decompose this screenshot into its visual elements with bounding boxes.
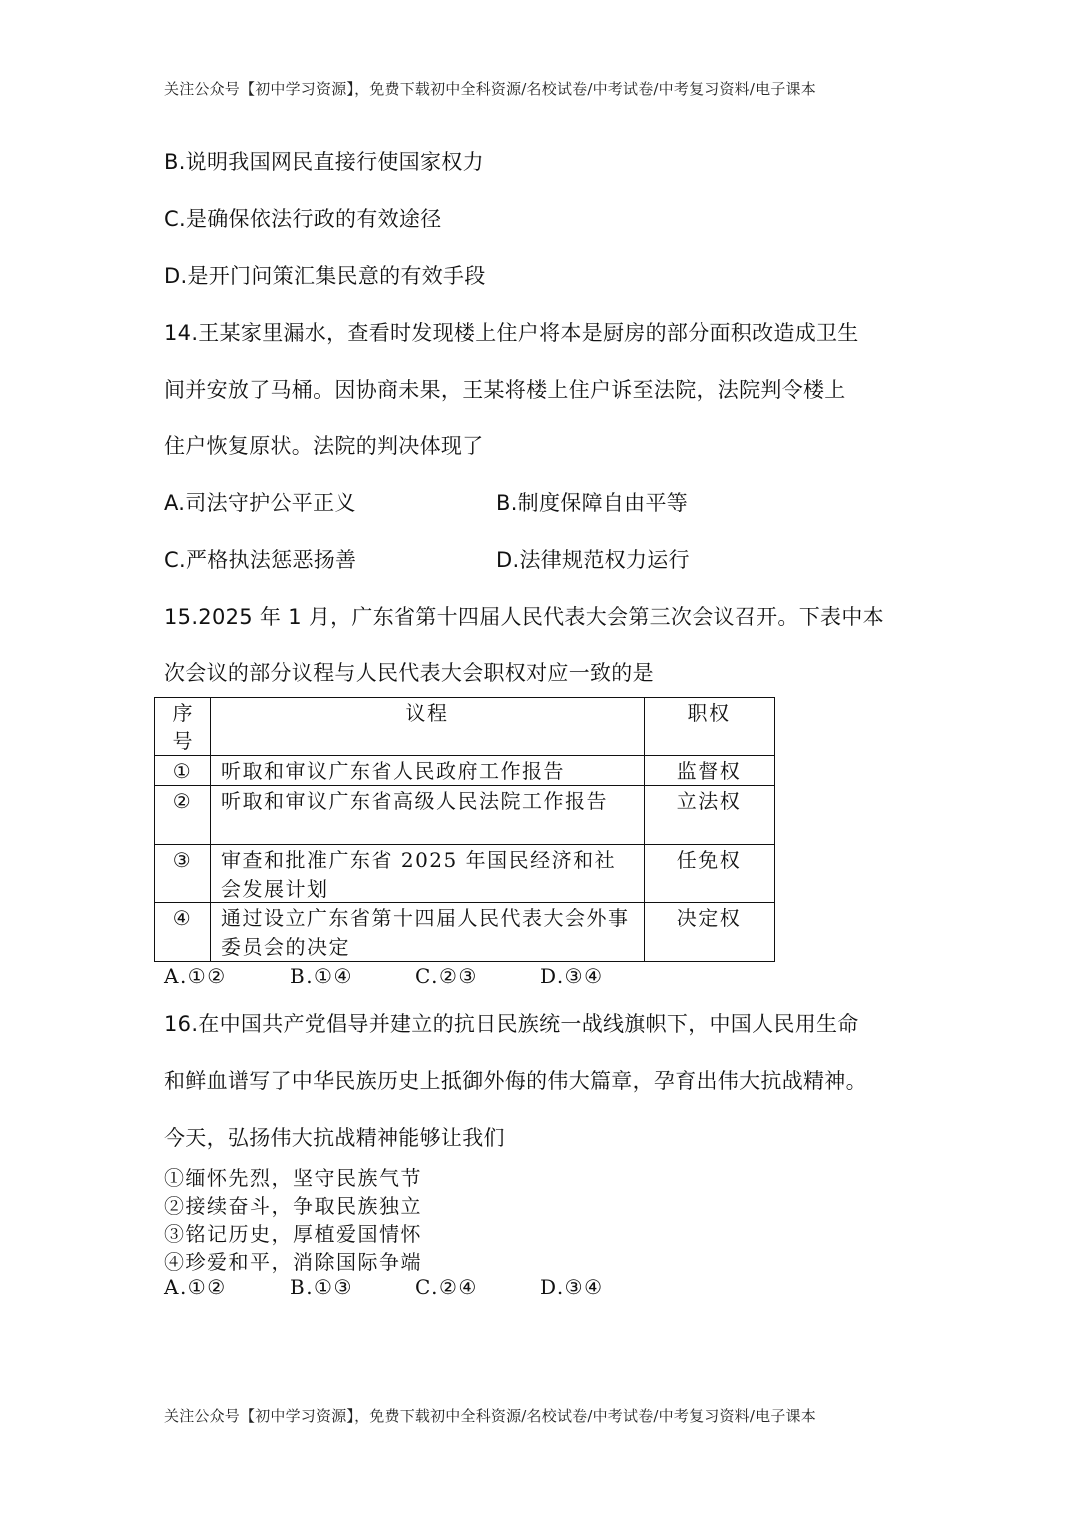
q15-stem-line-1: 15.2025 年 1 月，广东省第十四届人民代表大会第三次会议召开。下表中本 [164,605,884,629]
table-row-2-number: ② [172,789,193,813]
q14-option-a: A.司法守护公平正义 [164,491,356,515]
q15-option-c: C.②③ [415,964,478,988]
table-row-4-number: ④ [172,906,193,930]
q16-item-3: ③铭记历史，厚植爱国情怀 [164,1222,422,1246]
q16-stem-line-2: 和鲜血谱写了中华民族历史上抵御外侮的伟大篇章，孕育出伟大抗战精神。 [164,1069,867,1093]
table-header-power: 职权 [687,701,731,725]
q15-option-b: B.①④ [290,964,353,988]
q15-agenda-table [154,697,775,962]
q15-option-a: A.①② [164,964,227,988]
table-row-1-agenda: 听取和审议广东省人民政府工作报告 [221,759,565,783]
table-header-number: 序号 [172,701,193,753]
q16-item-1: ①缅怀先烈，坚守民族气节 [164,1166,422,1190]
table-header-agenda: 议程 [405,701,449,725]
table-row-3-agenda: 审查和批准广东省 2025 年国民经济和社会发展计划 [221,848,617,901]
q16-stem-line-1: 16.在中国共产党倡导并建立的抗日民族统一战线旗帜下，中国人民用生命 [164,1012,859,1036]
q14-stem-line-1: 14.王某家里漏水，查看时发现楼上住户将本是厨房的部分面积改造成卫生 [164,321,859,345]
q16-item-4: ④珍爱和平，消除国际争端 [164,1250,422,1274]
q16-option-c: C.②④ [415,1275,478,1299]
q13-option-b: B.说明我国网民直接行使国家权力 [164,150,484,174]
q16-option-a: A.①② [164,1275,227,1299]
q13-option-d: D.是开门问策汇集民意的有效手段 [164,264,486,288]
page-footer-note: 关注公众号【初中学习资源】，免费下载初中全科资源/名校试卷/中考试卷/中考复习资料/电子课本 [164,1407,816,1425]
table-row-2-agenda: 听取和审议广东省高级人民法院工作报告 [221,789,608,813]
table-row-1-power: 监督权 [676,759,742,783]
table-row-3-power: 任免权 [676,848,742,872]
q14-option-d: D.法律规范权力运行 [496,548,690,572]
q16-item-2: ②接续奋斗，争取民族独立 [164,1194,422,1218]
table-row-2-power: 立法权 [676,789,742,813]
page-header-note: 关注公众号【初中学习资源】，免费下载初中全科资源/名校试卷/中考试卷/中考复习资料/电子课本 [164,80,816,98]
q15-stem-line-2: 次会议的部分议程与人民代表大会职权对应一致的是 [164,661,654,685]
q13-option-c: C.是确保依法行政的有效途径 [164,207,442,231]
q14-option-c: C.严格执法惩恶扬善 [164,548,357,572]
table-row-4-agenda: 通过设立广东省第十四届人民代表大会外事委员会的决定 [221,906,630,959]
table-row-1-number: ① [172,759,193,783]
table-row-3-number: ③ [172,848,193,872]
q14-stem-line-2: 间并安放了马桶。因协商未果，王某将楼上住户诉至法院，法院判令楼上 [164,378,846,402]
table-row-4-power: 决定权 [676,906,742,930]
q16-option-b: B.①③ [290,1275,353,1299]
q16-option-d: D.③④ [540,1275,604,1299]
q15-option-d: D.③④ [540,964,604,988]
q14-stem-line-3: 住户恢复原状。法院的判决体现了 [164,434,484,458]
q16-stem-line-3: 今天，弘扬伟大抗战精神能够让我们 [164,1126,505,1150]
q14-option-b: B.制度保障自由平等 [496,491,689,515]
